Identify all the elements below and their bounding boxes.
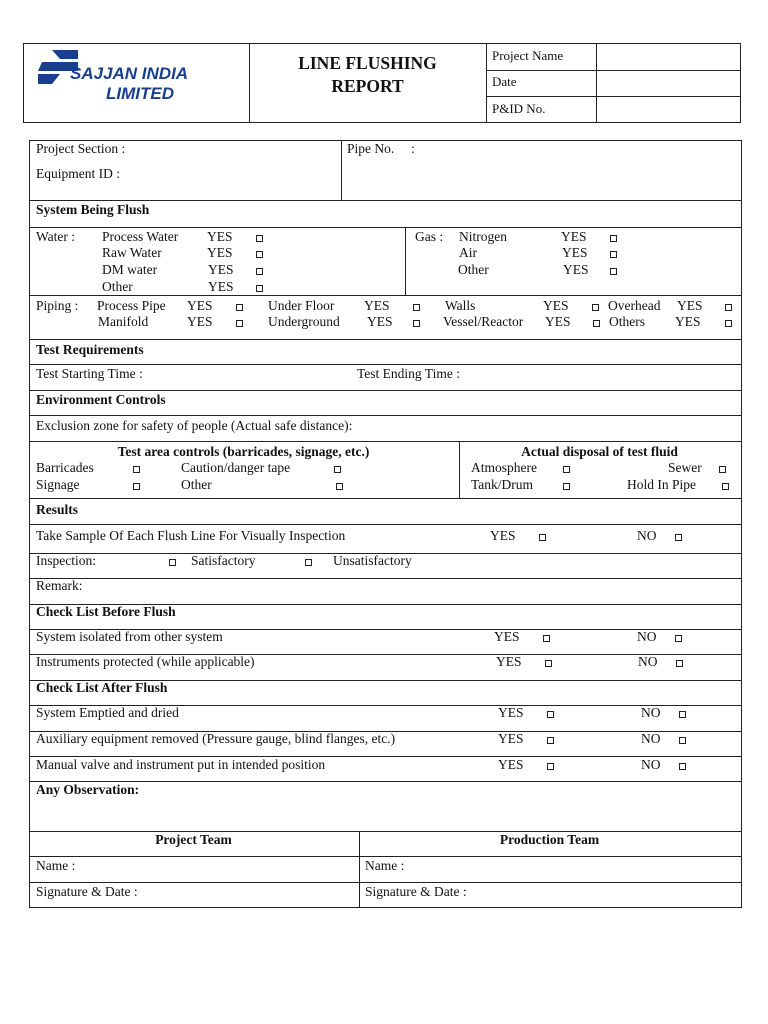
test-requirements-title: Test Requirements	[36, 342, 144, 357]
yes-label: YES	[677, 298, 703, 313]
before-item-instruments: Instruments protected (while applicable)	[36, 654, 255, 669]
checkbox-gas-other[interactable]	[610, 268, 617, 275]
area-controls-title: Test area controls (barricades, signage, etc.)	[117, 444, 370, 459]
checkbox-atmosphere[interactable]	[563, 466, 570, 473]
checkbox-satisfactory[interactable]	[169, 559, 176, 566]
checkbox-isolated-yes[interactable]	[543, 635, 550, 642]
checkbox-process-water[interactable]	[256, 235, 263, 242]
remark-label: Remark:	[36, 578, 83, 593]
company-name-line2: LIMITED	[106, 84, 174, 103]
piping-item-manifold: Manifold	[98, 314, 149, 329]
checkbox-sewer[interactable]	[719, 466, 726, 473]
yes-label: YES	[496, 654, 522, 669]
satisfactory-label: Satisfactory	[191, 553, 256, 568]
disposal-hold-in-pipe: Hold In Pipe	[627, 477, 696, 492]
checkbox-raw-water[interactable]	[256, 251, 263, 258]
project-signature-label: Signature & Date :	[36, 884, 138, 899]
disposal-atmosphere: Atmosphere	[471, 460, 537, 475]
checkbox-instruments-no[interactable]	[676, 660, 683, 667]
yes-label: YES	[207, 245, 233, 260]
sample-label: Take Sample Of Each Flush Line For Visually Inspection	[36, 528, 346, 543]
yes-label: YES	[494, 629, 520, 644]
yes-label: YES	[208, 279, 234, 294]
disposal-title: Actual disposal of test fluid	[521, 444, 678, 459]
gas-item-nitrogen: Nitrogen	[459, 229, 507, 244]
checkbox-sample-no[interactable]	[675, 534, 682, 541]
checkbox-under-floor[interactable]	[413, 304, 420, 311]
control-caution-tape: Caution/danger tape	[181, 460, 291, 475]
results-title: Results	[36, 502, 79, 517]
company-name-line1: SAJJAN INDIA	[70, 64, 189, 83]
project-team-title: Project Team	[155, 832, 232, 847]
water-item-other: Other	[102, 279, 133, 294]
yes-label: YES	[562, 245, 588, 260]
checkbox-overhead[interactable]	[725, 304, 732, 311]
observation-field[interactable]	[30, 798, 741, 828]
checkbox-instruments-yes[interactable]	[545, 660, 552, 667]
yes-label: YES	[208, 262, 234, 277]
inspection-label: Inspection:	[36, 553, 96, 568]
checkbox-dm-water[interactable]	[256, 268, 263, 275]
pid-no-label: P&ID No.	[492, 101, 546, 116]
checkbox-vessel-reactor[interactable]	[593, 320, 600, 327]
checkbox-emptied-yes[interactable]	[547, 711, 554, 718]
system-title: System Being Flush	[36, 202, 150, 217]
production-name-label: Name :	[365, 858, 405, 873]
after-flush-title: Check List After Flush	[36, 680, 168, 695]
piping-item-vessel-reactor: Vessel/Reactor	[443, 314, 524, 329]
gas-item-air: Air	[459, 245, 477, 260]
after-item-manual-valve: Manual valve and instrument put in intended position	[36, 757, 326, 772]
production-team-title: Production Team	[499, 832, 600, 847]
piping-item-process-pipe: Process Pipe	[97, 298, 166, 313]
gas-item-other: Other	[458, 262, 489, 277]
piping-item-others: Others	[609, 314, 645, 329]
checkbox-auxiliary-no[interactable]	[679, 737, 686, 744]
pid-no-field[interactable]	[598, 97, 739, 121]
checkbox-water-other[interactable]	[256, 285, 263, 292]
water-item-process-water: Process Water	[102, 229, 179, 244]
equipment-id-label: Equipment ID :	[36, 166, 120, 181]
yes-label: YES	[187, 314, 213, 329]
checkbox-signage[interactable]	[133, 483, 140, 490]
production-signature-label: Signature & Date :	[365, 884, 467, 899]
checkbox-process-pipe[interactable]	[236, 304, 243, 311]
checkbox-sample-yes[interactable]	[539, 534, 546, 541]
piping-item-overhead: Overhead	[608, 298, 661, 313]
yes-label: YES	[364, 298, 390, 313]
before-flush-title: Check List Before Flush	[36, 604, 176, 619]
yes-label: YES	[543, 298, 569, 313]
no-label: NO	[638, 654, 658, 669]
project-name-label: Project Name	[492, 48, 564, 63]
checkbox-manual-valve-yes[interactable]	[547, 763, 554, 770]
disposal-sewer: Sewer	[668, 460, 702, 475]
project-name-label: Name :	[36, 858, 76, 873]
no-label: NO	[641, 757, 661, 772]
control-barricades: Barricades	[36, 460, 94, 475]
yes-label: YES	[675, 314, 701, 329]
observation-title: Any Observation:	[36, 782, 140, 797]
checkbox-control-other[interactable]	[336, 483, 343, 490]
no-label: NO	[641, 705, 661, 720]
yes-label: YES	[490, 528, 516, 543]
piping-item-walls: Walls	[445, 298, 476, 313]
checkbox-barricades[interactable]	[133, 466, 140, 473]
gas-label: Gas :	[415, 229, 444, 244]
control-other: Other	[181, 477, 212, 492]
checkbox-isolated-no[interactable]	[675, 635, 682, 642]
after-item-emptied: System Emptied and dried	[36, 705, 179, 720]
no-label: NO	[637, 629, 657, 644]
date-label: Date	[492, 74, 517, 89]
water-item-raw-water: Raw Water	[102, 245, 162, 260]
yes-label: YES	[207, 229, 233, 244]
checkbox-emptied-no[interactable]	[679, 711, 686, 718]
yes-label: YES	[367, 314, 393, 329]
checkbox-hold-in-pipe[interactable]	[722, 483, 729, 490]
checkbox-auxiliary-yes[interactable]	[547, 737, 554, 744]
water-label: Water :	[36, 229, 76, 244]
checkbox-air[interactable]	[610, 251, 617, 258]
exclusion-zone-label: Exclusion zone for safety of people (Actual safe distance):	[36, 418, 353, 433]
control-signage: Signage	[36, 477, 80, 492]
test-end-label: Test Ending Time :	[357, 366, 460, 381]
checkbox-nitrogen[interactable]	[610, 235, 617, 242]
yes-label: YES	[545, 314, 571, 329]
checkbox-caution-tape[interactable]	[334, 466, 341, 473]
piping-item-underground: Underground	[268, 314, 340, 329]
environment-title: Environment Controls	[36, 392, 166, 407]
company-logo	[36, 48, 241, 106]
unsatisfactory-label: Unsatisfactory	[333, 553, 412, 568]
report-title-line1: LINE FLUSHING	[298, 53, 437, 73]
date-field[interactable]	[598, 71, 739, 95]
yes-label: YES	[561, 229, 587, 244]
before-item-isolated: System isolated from other system	[36, 629, 223, 644]
test-start-label: Test Starting Time :	[36, 366, 143, 381]
yes-label: YES	[498, 705, 524, 720]
yes-label: YES	[187, 298, 213, 313]
checkbox-walls[interactable]	[592, 304, 599, 311]
checkbox-manifold[interactable]	[236, 320, 243, 327]
checkbox-tank-drum[interactable]	[563, 483, 570, 490]
no-label: NO	[637, 528, 657, 543]
yes-label: YES	[498, 757, 524, 772]
checkbox-manual-valve-no[interactable]	[679, 763, 686, 770]
after-item-auxiliary: Auxiliary equipment removed (Pressure gauge, blind flanges, etc.)	[36, 731, 396, 746]
pipe-no-label: Pipe No. :	[347, 141, 415, 156]
checkbox-others[interactable]	[725, 320, 732, 327]
project-section-label: Project Section :	[36, 141, 126, 156]
no-label: NO	[641, 731, 661, 746]
checkbox-unsatisfactory[interactable]	[305, 559, 312, 566]
water-item-dm-water: DM water	[102, 262, 158, 277]
yes-label: YES	[563, 262, 589, 277]
report-title-line2: REPORT	[331, 76, 404, 96]
checkbox-underground[interactable]	[413, 320, 420, 327]
piping-label: Piping :	[36, 298, 79, 313]
project-name-field[interactable]	[598, 45, 739, 69]
disposal-tank-drum: Tank/Drum	[471, 477, 534, 492]
yes-label: YES	[498, 731, 524, 746]
piping-item-under-floor: Under Floor	[268, 298, 335, 313]
